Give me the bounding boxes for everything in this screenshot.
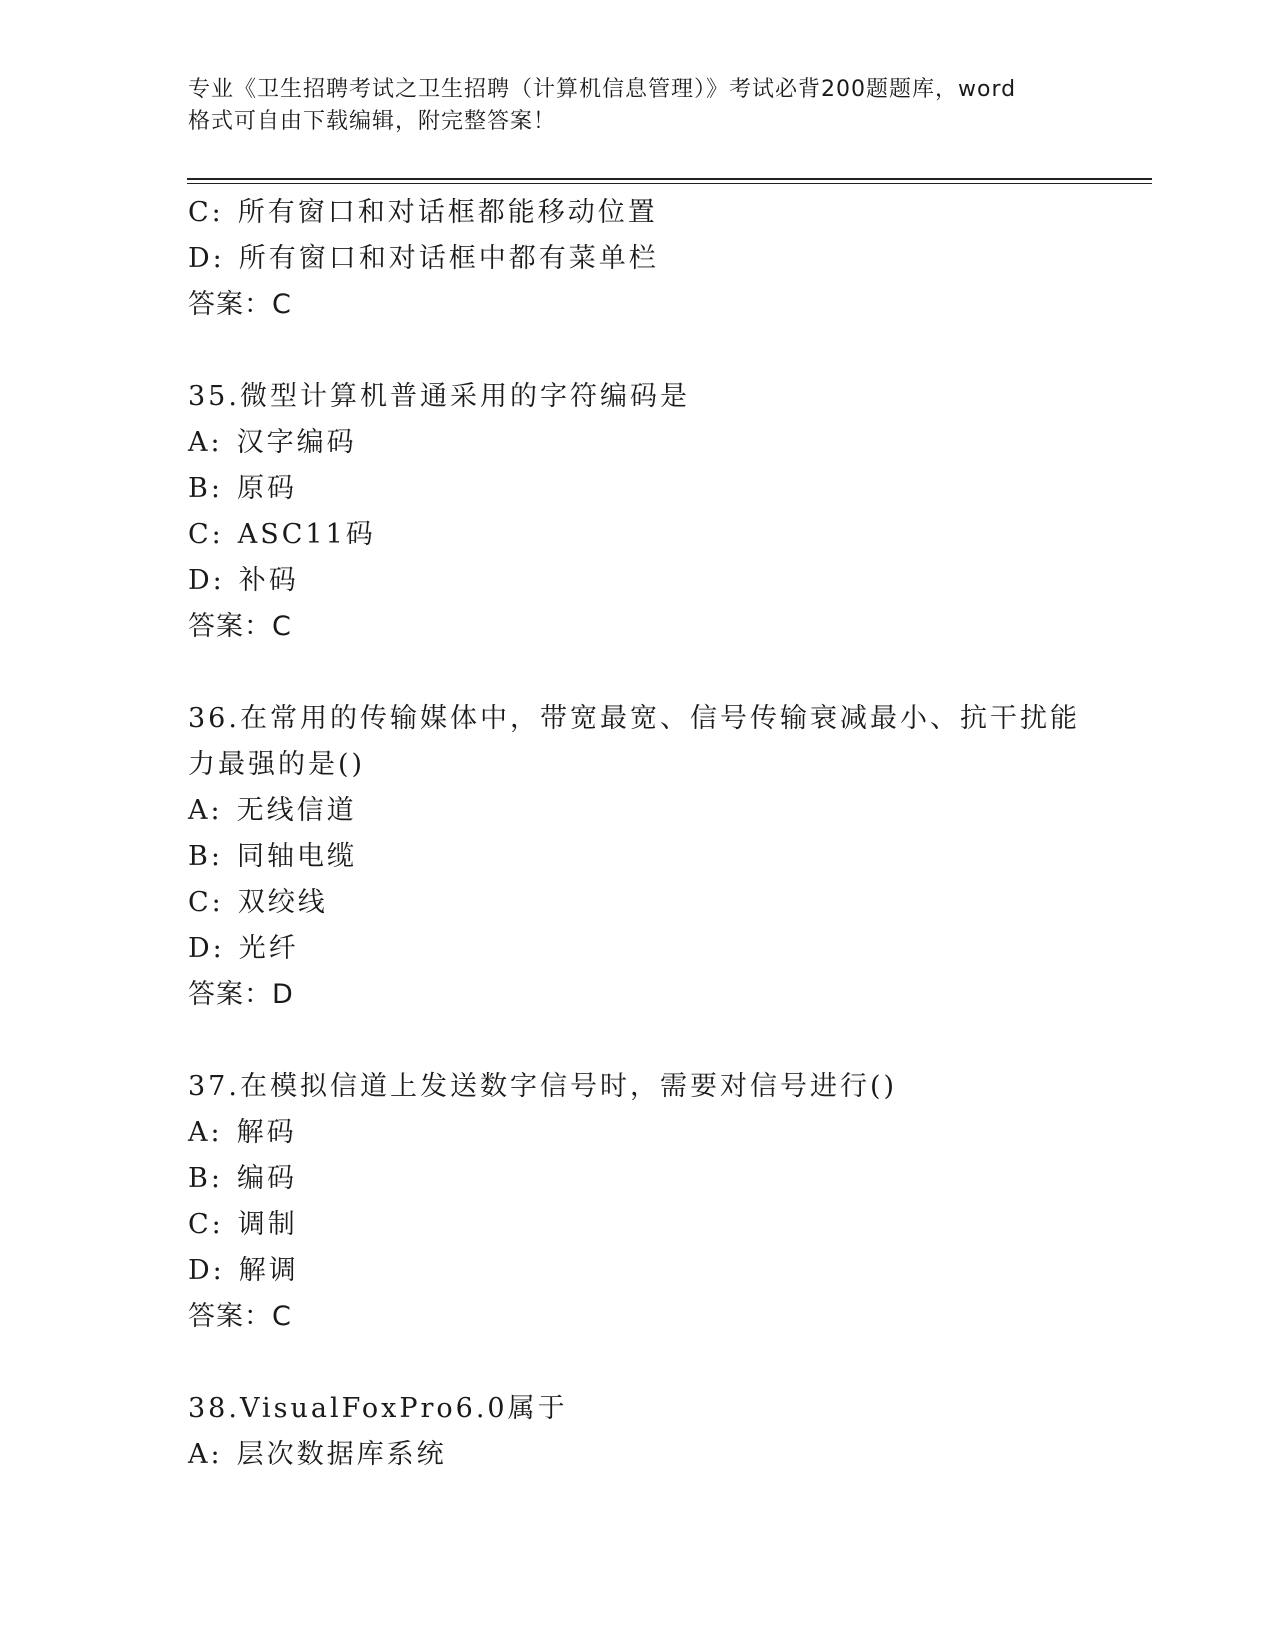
option-text: 光纤	[238, 933, 299, 964]
option-text: 所有窗口和对话框中都有菜单栏	[238, 243, 659, 274]
option-text: 原码	[236, 473, 297, 504]
option-letter: D:	[188, 243, 225, 274]
option-text: 汉字编码	[236, 427, 357, 458]
header-divider-thin	[187, 183, 1152, 184]
option-letter: D:	[188, 1255, 225, 1286]
option-item	[188, 926, 1088, 972]
option-letter: C:	[188, 1209, 224, 1240]
option-text: 调制	[237, 1209, 298, 1240]
option-letter: B:	[188, 841, 223, 872]
option-text: 同轴电缆	[236, 841, 357, 872]
option-item	[188, 1156, 1088, 1202]
option-item	[188, 512, 1088, 558]
option-letter: D:	[188, 933, 225, 964]
option-text: 解码	[236, 1117, 297, 1148]
question-title: 36.在常用的传输媒体中，带宽最宽、信号传输衰减最小、抗干扰能力最强的是()	[188, 703, 1080, 780]
option-item	[188, 1432, 1088, 1478]
option-text: 层次数据库系统	[236, 1439, 447, 1470]
option-item	[188, 558, 1088, 604]
option-item	[188, 788, 1088, 834]
option-item	[188, 466, 1088, 512]
option-letter: B:	[188, 1163, 223, 1194]
question-title: 38.VisualFoxPro6.0属于	[188, 1393, 568, 1424]
header-line-1: 专业《卫生招聘考试之卫生招聘（计算机信息管理）》考试必背200题题库，word	[188, 77, 1017, 102]
option-letter: A:	[188, 1117, 223, 1148]
answer-line: 答案：C	[188, 611, 292, 642]
answer-line: 答案：D	[188, 979, 294, 1010]
option-text: ASC11码	[237, 519, 376, 550]
option-item	[188, 420, 1088, 466]
document-header	[188, 74, 1088, 138]
header-line-2: 格式可自由下载编辑，附完整答案！	[188, 109, 557, 134]
option-item	[188, 880, 1088, 926]
option-letter: C:	[188, 519, 224, 550]
option-item	[188, 1248, 1088, 1294]
option-text: 补码	[238, 565, 299, 596]
question-title: 37.在模拟信道上发送数字信号时，需要对信号进行()	[188, 1071, 898, 1102]
question-continuation	[188, 190, 1088, 328]
option-text: 所有窗口和对话框都能移动位置	[237, 197, 658, 228]
option-item	[188, 236, 1088, 282]
question-block	[188, 1064, 1088, 1340]
question-block	[188, 1386, 1088, 1478]
option-item	[188, 834, 1088, 880]
question-block	[188, 696, 1088, 1018]
question-list	[188, 190, 1088, 1478]
option-item	[188, 1202, 1088, 1248]
option-letter: A:	[188, 795, 223, 826]
option-text: 双绞线	[237, 887, 328, 918]
option-text: 解调	[238, 1255, 299, 1286]
option-item	[188, 1110, 1088, 1156]
option-text: 无线信道	[236, 795, 357, 826]
option-text: 编码	[236, 1163, 297, 1194]
option-letter: C:	[188, 887, 224, 918]
answer-line: 答案：C	[188, 1301, 292, 1332]
answer-line: 答案：C	[188, 289, 292, 320]
option-letter: A:	[188, 1439, 223, 1470]
header-divider-thick	[187, 178, 1152, 180]
option-letter: C:	[188, 197, 224, 228]
question-title: 35.微型计算机普通采用的字符编码是	[188, 381, 690, 412]
option-letter: B:	[188, 473, 223, 504]
option-item	[188, 190, 1088, 236]
option-letter: D:	[188, 565, 225, 596]
question-block	[188, 374, 1088, 650]
option-letter: A:	[188, 427, 223, 458]
